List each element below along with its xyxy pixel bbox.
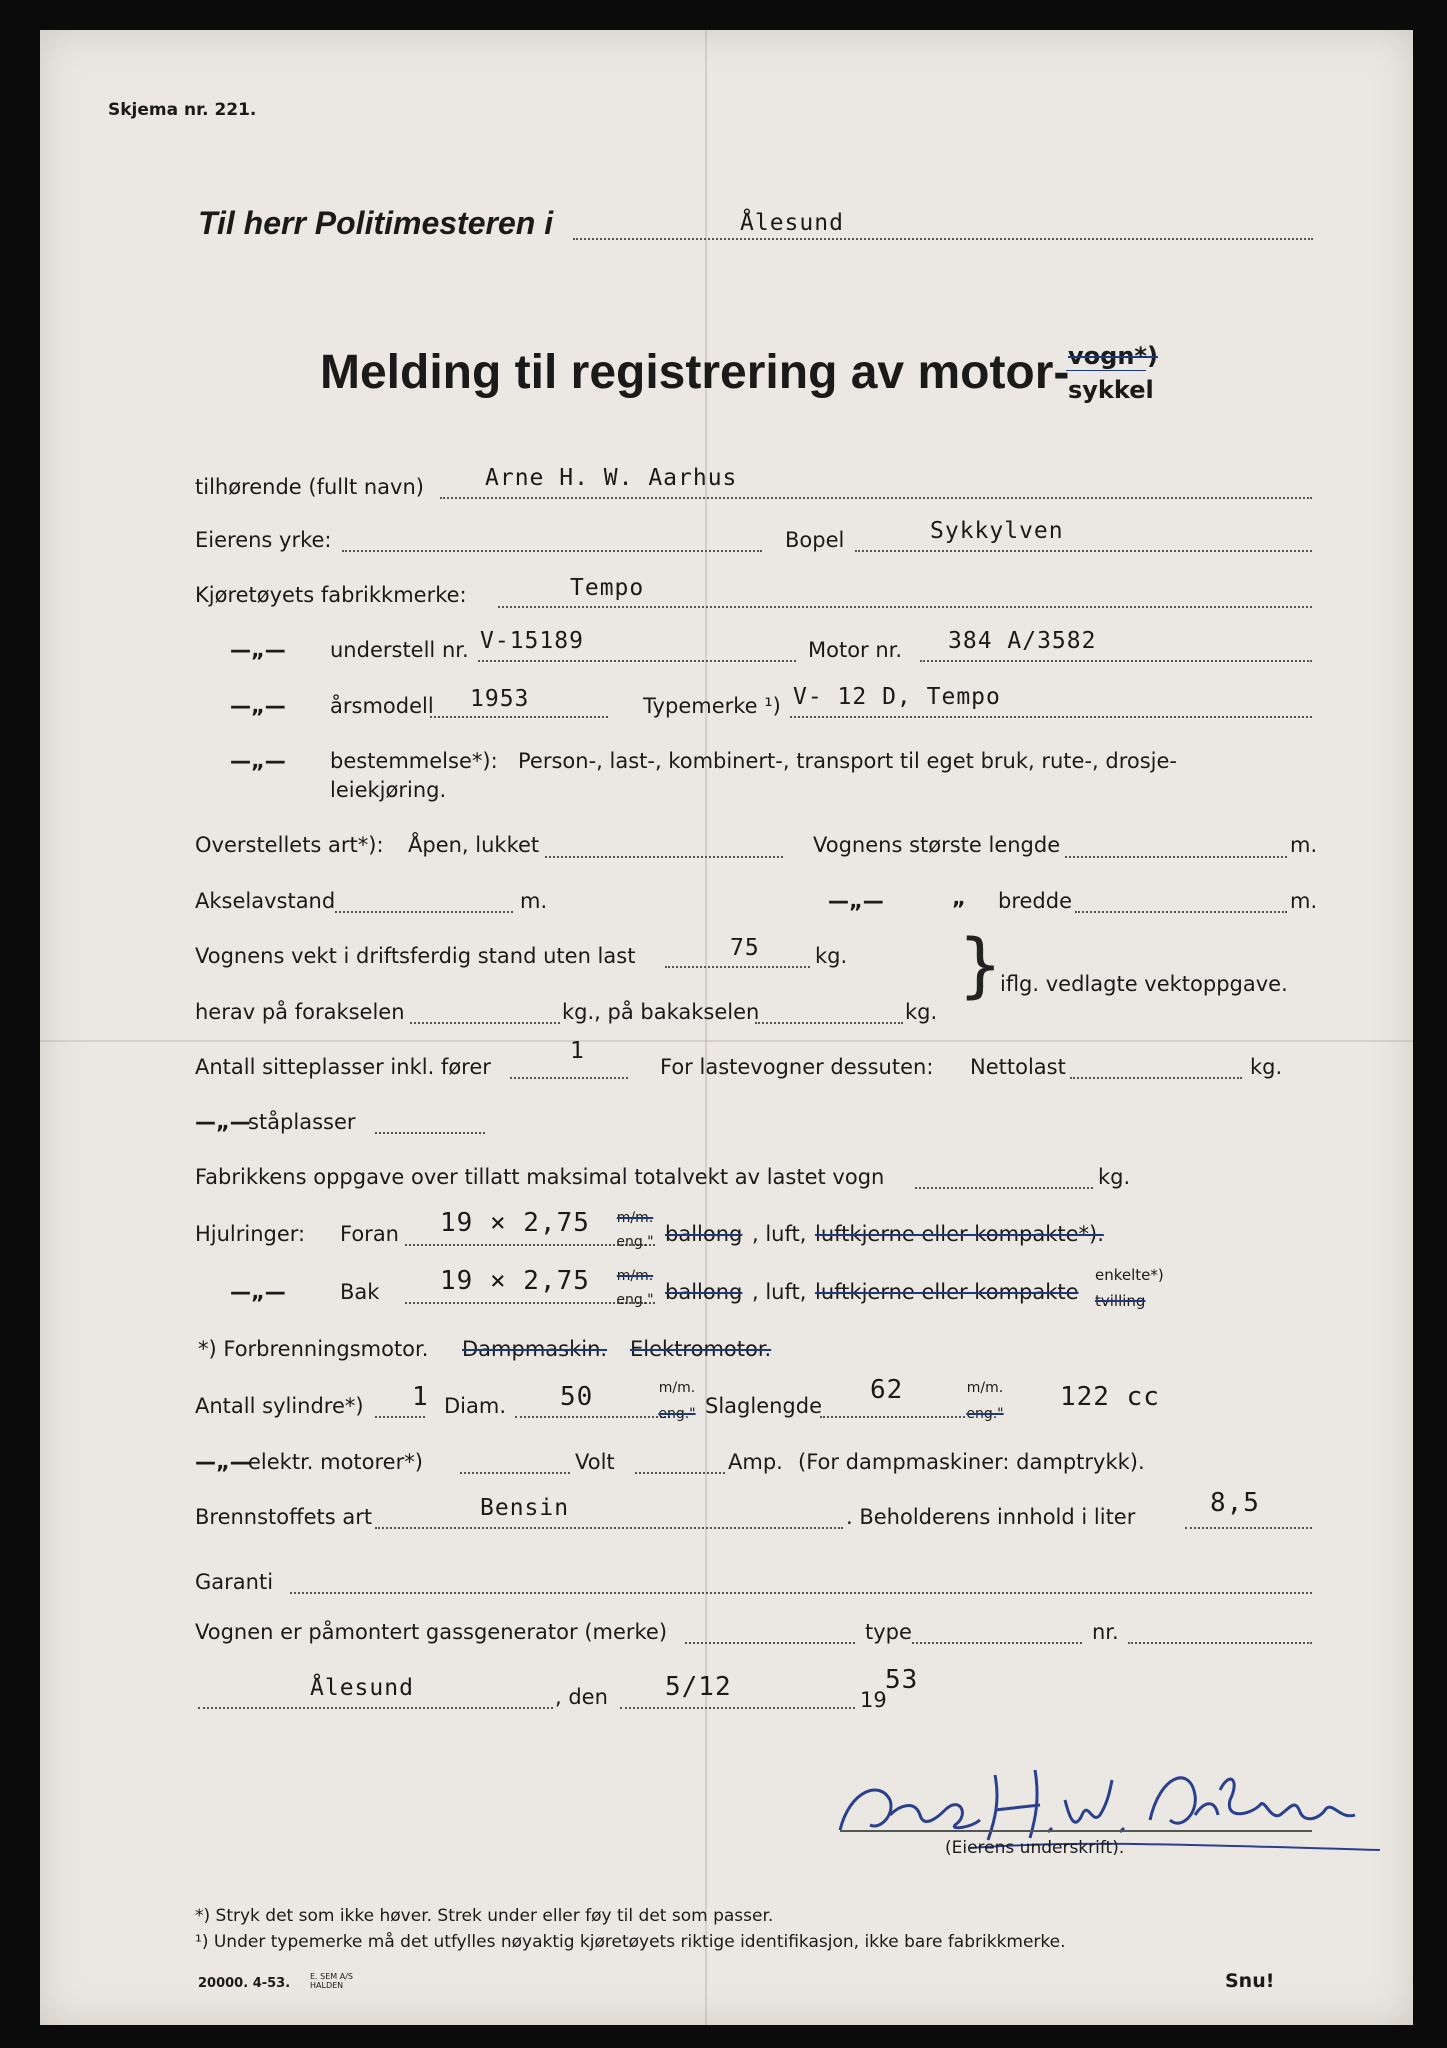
make-label: Kjøretøyets fabrikkmerke: (195, 583, 467, 607)
single-option: enkelte*) (1095, 1266, 1164, 1284)
front-wheel-value: 19 × 2,75 (440, 1208, 590, 1238)
turn-over-note: Snu! (1225, 1970, 1275, 1992)
fold-crease-vertical (705, 30, 707, 2025)
date-line (620, 1707, 855, 1709)
ditto-mark: —„— (230, 638, 286, 662)
stroke-eng-struck: eng." (966, 1406, 1004, 1422)
occupation-label: Eierens yrke: (195, 528, 332, 552)
electric-line (460, 1472, 570, 1474)
front-wheel-label: Foran (340, 1222, 399, 1246)
chassis-label: understell nr. (330, 638, 469, 662)
weighing-note: iflg. vedlagte vektoppgave. (1000, 972, 1288, 996)
purpose-label: bestemmelse*): (330, 749, 498, 773)
diam-value: 50 (560, 1382, 594, 1412)
ditto-mark: —„— (828, 889, 884, 913)
net-label: Nettolast (970, 1055, 1066, 1079)
tank-label: . Beholderens innhold i liter (846, 1505, 1136, 1529)
rear-wheel-value: 19 × 2,75 (440, 1266, 590, 1296)
seats-line (510, 1077, 628, 1079)
chassis-value: V-15189 (480, 628, 584, 654)
gas-nr-label: nr. (1092, 1620, 1119, 1644)
net-line (1070, 1077, 1242, 1079)
axle-line (335, 911, 513, 913)
printer-mark: E. SEM A/S HALDEN (310, 1972, 353, 1990)
form-paper (40, 30, 1413, 2025)
purpose-options-cont: leiekjøring. (330, 778, 447, 802)
ditto-mark: —„— (230, 694, 286, 718)
front-mm-struck: m/m. (616, 1210, 654, 1226)
date-value: 5/12 (665, 1672, 732, 1702)
maxweight-unit: kg. (1098, 1165, 1131, 1189)
gas-nr-line (1128, 1642, 1312, 1644)
make-line (498, 606, 1312, 608)
tank-line (1185, 1527, 1312, 1529)
standing-line (375, 1132, 485, 1134)
motor-line (920, 660, 1312, 662)
year-value: 1953 (470, 686, 530, 712)
engine-note-combustion: *) Forbrenningsmotor. (198, 1337, 429, 1361)
net-unit: kg. (1250, 1055, 1283, 1079)
width-unit: m. (1290, 889, 1318, 913)
standing-label: ståplasser (248, 1110, 356, 1134)
tank-value: 8,5 (1210, 1488, 1260, 1518)
type-value: V- 12 D, Tempo (793, 684, 1001, 710)
warranty-label: Garanti (195, 1570, 274, 1594)
type-label: Typemerke ¹) (643, 694, 781, 718)
cylinders-value: 1 (412, 1382, 429, 1412)
chassis-line (478, 660, 796, 662)
body-label: Overstellets art*): (195, 833, 384, 857)
width-ditto: „ (952, 886, 966, 910)
front-axle-label: herav på forakselen (195, 1000, 405, 1024)
steam-pressure-label: (For dampmaskiner: damptrykk). (798, 1450, 1145, 1474)
fuel-label: Brennstoffets art (195, 1505, 373, 1529)
length-line (1065, 856, 1287, 858)
place-line (198, 1707, 553, 1709)
electric-label: elektr. motorer*) (248, 1450, 423, 1474)
rear-axle-label: kg., på bakakselen (562, 1000, 760, 1024)
seats-value: 1 (570, 1038, 585, 1064)
footnote-typemark: ¹) Under typemerke må det utfylles nøyaktig kjøretøyets riktige identifikasjon, ikke bare fabrikkmerke. (195, 1932, 1066, 1952)
rear-tire-ballong: ballong (665, 1280, 743, 1304)
stroke-value: 62 (870, 1375, 904, 1405)
displacement-value: 122 cc (1060, 1382, 1160, 1412)
axle-unit: m. (520, 889, 548, 913)
gas-generator-line (685, 1642, 855, 1644)
title-kept-option: sykkel (1068, 376, 1154, 404)
schema-number: Skjema nr. 221. (108, 100, 257, 120)
rear-axle-unit: kg. (905, 1000, 938, 1024)
rear-tire-luft: , luft, (752, 1280, 807, 1304)
residence-line (855, 550, 1312, 552)
amp-label: Amp. (728, 1450, 783, 1474)
form-title: Melding til registrering av motor- (320, 346, 1070, 399)
front-tire-ballong: ballong (665, 1222, 743, 1246)
addressee-label: Til herr Politimesteren i (198, 205, 554, 241)
maxweight-line (915, 1187, 1093, 1189)
owner-label: tilhørende (fullt navn) (195, 475, 424, 499)
length-unit: m. (1290, 833, 1318, 857)
owner-value: Arne H. W. Aarhus (485, 465, 738, 491)
seats-label: Antall sitteplasser inkl. fører (195, 1055, 491, 1079)
cylinders-label: Antall sylindre*) (195, 1394, 364, 1418)
fuel-value: Bensin (480, 1495, 570, 1521)
body-line (545, 856, 783, 858)
cylinders-line (375, 1416, 425, 1418)
place-value: Ålesund (310, 1675, 414, 1701)
year-suffix: 53 (885, 1665, 919, 1695)
fuel-line (375, 1527, 843, 1529)
fold-crease-horizontal (40, 1040, 1413, 1042)
rear-axle-line (755, 1022, 903, 1024)
diam-eng-struck: eng." (658, 1406, 696, 1422)
title-struck-option: vogn*) (1068, 342, 1158, 370)
diam-label: Diam. (444, 1394, 507, 1418)
stroke-mm: m/m. (966, 1380, 1004, 1396)
ditto-mark: —„— (195, 1450, 251, 1474)
diam-line (515, 1416, 670, 1418)
ditto-mark: —„— (195, 1110, 251, 1134)
diam-mm: m/m. (658, 1380, 696, 1396)
motor-value: 384 A/3582 (948, 628, 1097, 654)
maxweight-label: Fabrikkens oppgave over tillatt maksimal totalvekt av lastet vogn (195, 1165, 885, 1189)
stroke-label: Slaglengde (705, 1394, 823, 1418)
width-line (1075, 911, 1287, 913)
engine-note-electric: Elektromotor. (630, 1337, 772, 1361)
ditto-mark: —„— (230, 749, 286, 773)
year-prefix: 19 (860, 1688, 887, 1712)
width-label: bredde (998, 889, 1073, 913)
signature-line (840, 1830, 1312, 1832)
owner-line (440, 497, 1312, 499)
rear-eng: eng." (616, 1292, 654, 1308)
occupation-line (342, 550, 762, 552)
gas-type-line (912, 1642, 1082, 1644)
ditto-mark: —„— (230, 1280, 286, 1304)
rear-wheel-label: Bak (340, 1280, 380, 1304)
gas-generator-label: Vognen er påmontert gassgenerator (merke) (195, 1620, 668, 1644)
body-value: Åpen, lukket (408, 833, 540, 857)
stroke-line (820, 1416, 965, 1418)
twin-option-struck: tvilling (1095, 1292, 1146, 1310)
axle-label: Akselavstand (195, 889, 336, 913)
motor-label: Motor nr. (808, 638, 903, 662)
purpose-options: Person-, last-, kombinert-, transport til eget bruk, rute-, drosje- (518, 749, 1178, 773)
volt-label: Volt (575, 1450, 615, 1474)
residence-label: Bopel (785, 528, 845, 552)
addressee-line (573, 238, 1313, 240)
print-run: 20000. 4-53. (198, 1976, 291, 1991)
front-axle-line (410, 1022, 560, 1024)
length-label: Vognens største lengde (813, 833, 1061, 857)
signature-label: (Eierens underskrift). (945, 1838, 1125, 1858)
weight-value: 75 (730, 935, 760, 961)
volt-line (635, 1472, 725, 1474)
year-label: årsmodell (330, 694, 434, 718)
weight-line (665, 966, 810, 968)
engine-note-steam: Dampmaskin. (462, 1337, 608, 1361)
date-separator: , den (555, 1685, 608, 1709)
brace-symbol: } (958, 924, 1003, 1006)
footnote-strike: *) Stryk det som ikke høver. Strek under eller føy til det som passer. (195, 1906, 774, 1926)
rear-tire-rest: luftkjerne eller kompakte (815, 1280, 1079, 1304)
residence-value: Sykkylven (930, 518, 1064, 544)
type-line (790, 716, 1312, 718)
front-tire-luft: , luft, (752, 1222, 807, 1246)
addressee-value: Ålesund (740, 210, 844, 236)
front-tire-rest: luftkjerne eller kompakte*). (815, 1222, 1104, 1246)
gas-type-label: type (865, 1620, 912, 1644)
make-value: Tempo (570, 575, 645, 601)
front-eng: eng." (616, 1234, 654, 1250)
title-option-divider (1066, 370, 1146, 371)
year-line (430, 716, 608, 718)
warranty-line (290, 1592, 1312, 1594)
wheels-label: Hjulringer: (195, 1222, 306, 1246)
weight-unit: kg. (815, 944, 848, 968)
weight-label: Vognens vekt i driftsferdig stand uten last (195, 944, 636, 968)
cargo-label: For lastevogner dessuten: (660, 1055, 934, 1079)
rear-mm-struck: m/m. (616, 1268, 654, 1284)
